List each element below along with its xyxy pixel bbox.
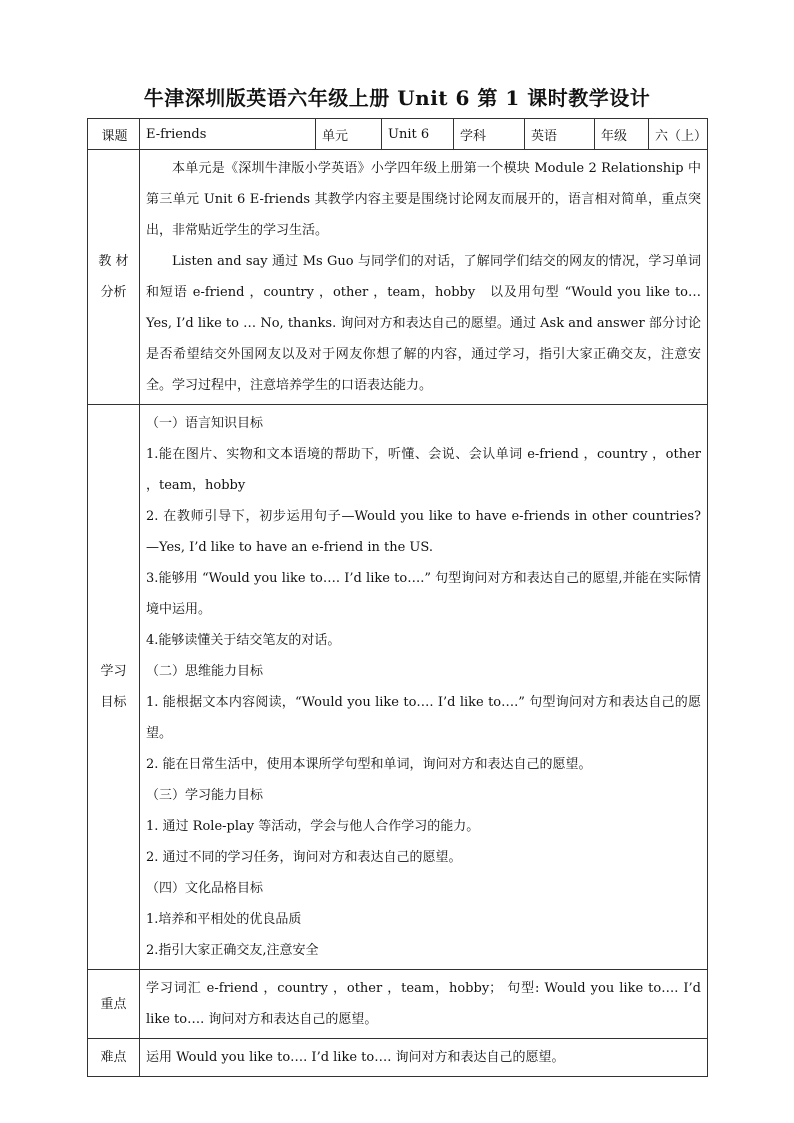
objective-line: （一）语言知识目标 (146, 416, 264, 431)
objective-line: （三）学习能力目标 (146, 788, 264, 803)
objectives-label-line1: 学习 (100, 664, 127, 679)
objective-line: 4.能够读懂关于结交笔友的对话。 (146, 633, 341, 648)
objectives-label-line2: 目标 (100, 695, 127, 710)
key-points-row (88, 970, 708, 1039)
analysis-paragraph: Listen and say 通过 Ms Guo 与同学们的对话，了解同学们结交的网友的情况，学习单词和短语 e-friend ，country ，other ，team，hobby 以及用句型 “Would you like to… Yes, I’d like to … No, thanks. 询问对方和表达自己的愿望。通过 Ask and answer 部分讨论是否希望结交外国网友以及对于网友你想了解的内容，通过学习，指引大家正确交友，注意安全。学习过程中，注意培养学生的口语表达能力。 (146, 254, 701, 393)
objective-line: （二）思维能力目标 (146, 664, 264, 679)
key-points-text: 学习词汇 e-friend ，country ，other ，team，hobby； 句型: Would you like to…. I’d like to…. 询问对方和表达自己的愿望。 (146, 981, 701, 1027)
grade-label: 年级 (595, 119, 649, 150)
difficulties-row (88, 1039, 708, 1077)
analysis-row (88, 150, 708, 405)
difficulties-content (140, 1039, 708, 1077)
analysis-content (140, 150, 708, 405)
analysis-label (88, 150, 140, 405)
objective-line: 2. 在教师引导下，初步运用句子—Would you like to have e-friends in other countries? —Yes, I’d like to have an e-friend in the US. (146, 509, 701, 555)
difficulties-text: 运用 Would you like to…. I’d like to…. 询问对方和表达自己的愿望。 (146, 1050, 565, 1065)
header-row (88, 119, 708, 150)
objectives-content (140, 405, 708, 970)
objective-line: 1.能在图片、实物和文本语境的帮助下，听懂、会说、会认单词 e-friend ，country ，other ，team，hobby (146, 447, 701, 493)
subject-label: 学科 (454, 119, 525, 150)
objectives-label (88, 405, 140, 970)
objective-line: 1.培养和平相处的优良品质 (146, 912, 302, 927)
topic-label: 课题 (88, 119, 140, 150)
key-points-label: 重点 (88, 970, 140, 1039)
objective-line: 2.指引大家正确交友,注意安全 (146, 943, 319, 958)
grade-value: 六（上） (649, 119, 708, 150)
unit-label: 单元 (316, 119, 382, 150)
objective-line: 2. 能在日常生活中，使用本课所学句型和单词，询问对方和表达自己的愿望。 (146, 757, 592, 772)
difficulties-label: 难点 (88, 1039, 140, 1077)
document-title: 牛津深圳版英语六年级上册 Unit 6 第 1 课时教学设计 (143, 86, 651, 110)
analysis-label-line2: 分析 (100, 285, 127, 300)
objective-line: 2. 通过不同的学习任务，询问对方和表达自己的愿望。 (146, 850, 462, 865)
objective-line: 3.能够用 “Would you like to…. I’d like to….” 句型询问对方和表达自己的愿望,并能在实际情境中运用。 (146, 571, 701, 617)
objective-line: 1. 通过 Role-play 等活动，学会与他人合作学习的能力。 (146, 819, 480, 834)
analysis-label-line1: 教 材 (98, 254, 129, 269)
unit-value: Unit 6 (382, 119, 454, 150)
analysis-paragraph: 本单元是《深圳牛津版小学英语》小学四年级上册第一个模块 Module 2 Relationship 中第三单元 Unit 6 E-friends 其教学内容主要是围绕讨论网友而展开的，语言相对简单，重点突出，非常贴近学生的学习生活。 (146, 161, 701, 238)
objective-line: 1. 能根据文本内容阅读，“Would you like to…. I’d like to….” 句型询问对方和表达自己的愿望。 (146, 695, 701, 741)
key-points-content (140, 970, 708, 1039)
topic-value: E-friends (140, 119, 316, 150)
objectives-row (88, 405, 708, 970)
objective-line: （四）文化品格目标 (146, 881, 264, 896)
lesson-plan-table (87, 118, 708, 1077)
subject-value: 英语 (525, 119, 595, 150)
